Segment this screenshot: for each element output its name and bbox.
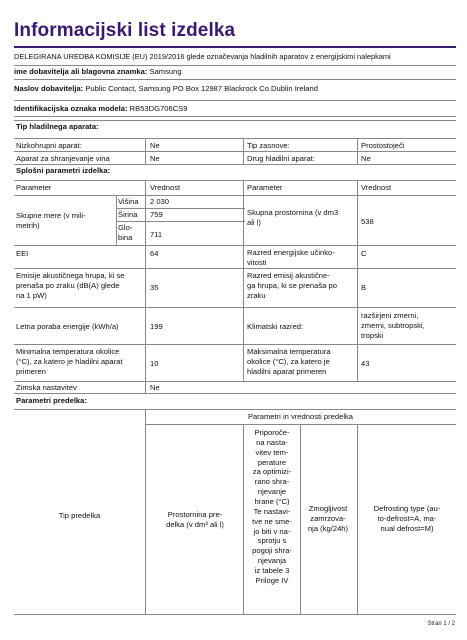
freezing-capacity-header: Zmogljivost zamrzova- nja (kg/24h) <box>307 504 349 533</box>
regulation-subtitle: DELEGIRANA UREDBA KOMISIJE (EU) 2019/2016 glede označevanja hladilnih aparatov z energijskimi nalepkami <box>14 52 391 61</box>
winter-setting-value: Ne <box>150 383 160 392</box>
col-header-parameter-2: Parameter <box>247 183 283 192</box>
divider <box>14 268 456 269</box>
climate-class-label: Klimatski razred: <box>247 322 304 331</box>
divider <box>14 245 456 246</box>
noise-emission-label: Emisije akustičnega hrupa, ki se prenaša po zraku (dB(A) glede na 1 pW) <box>16 271 125 300</box>
defrost-type-header: Defrosting type (au- to-defrost=A, ma- nual defrost=M) <box>373 504 441 533</box>
divider <box>357 180 358 381</box>
appliance-type-heading: Tip hladilnega aparata: <box>16 122 99 131</box>
winter-setting-label: Zimska nastavitev <box>16 383 77 392</box>
divider <box>14 409 456 410</box>
divider <box>14 100 456 101</box>
divider <box>14 65 456 66</box>
compartment-type-header: Tip predelka <box>58 511 101 520</box>
wine-storage-value: Ne <box>150 154 160 163</box>
design-type-label: Tip zasnove: <box>247 141 290 150</box>
divider <box>14 195 456 196</box>
compartment-params-heading: Parametri predelka: <box>16 396 87 405</box>
max-temp-value: 43 <box>361 359 370 368</box>
divider <box>300 424 301 614</box>
noise-emission-value: 35 <box>150 283 159 292</box>
dim-height-label: Višina <box>118 197 139 206</box>
design-type-value: Prostostoječi <box>361 141 405 150</box>
max-temp-label: Maksimalna temperatura okolice (°C), za katero je hladilni aparat primeren <box>247 347 331 376</box>
annual-energy-label: Letna poraba energije (kWh/a) <box>16 322 119 331</box>
low-noise-label: Nizkohrupni aparat: <box>16 141 82 150</box>
climate-class-value: razširjeni zmerni, zmerni, subtropski, tropski <box>361 311 425 340</box>
annual-energy-value: 199 <box>150 322 163 331</box>
other-appliance-value: Ne <box>361 154 371 163</box>
page-number: Stran 1 / 2 <box>427 621 455 627</box>
dimensions-label: Skupne mere (v mili- metrih) <box>16 211 86 230</box>
compartment-group-header: Parametri in vrednosti predelka <box>247 412 354 421</box>
col-header-value: Vrednost <box>150 183 181 192</box>
divider <box>116 195 117 245</box>
other-appliance-label: Drug hladilni aparat: <box>247 154 315 163</box>
supplier-name-row <box>14 67 456 77</box>
col-header-value-2: Vrednost <box>361 183 392 192</box>
divider <box>14 138 456 139</box>
divider <box>14 116 456 117</box>
divider <box>14 120 456 121</box>
supplier-address-value: Public Contact, Samsung PO Box 12987 Blackrock Co.Dublin Ireland <box>85 84 318 93</box>
divider <box>14 164 456 165</box>
divider <box>243 424 244 614</box>
divider <box>243 180 244 381</box>
min-temp-label: Minimalna temperatura okolice (°C), za katero je hladilni aparat primeren <box>16 347 123 376</box>
eei-value: 64 <box>150 249 159 258</box>
supplier-address-label: Naslov dobavitelja: <box>14 84 84 93</box>
divider <box>357 138 358 164</box>
divider <box>116 221 245 222</box>
divider <box>116 208 245 209</box>
model-id-row <box>14 104 456 114</box>
divider <box>145 409 146 614</box>
dim-height-value: 2 030 <box>150 197 170 206</box>
noise-class-label: Razred emisij akustične- ga hrupa, ki se prenaša po zraku <box>247 271 337 300</box>
compartment-volume-header: Prostornina pre- delka (v dm³ ali l) <box>166 510 224 529</box>
min-temp-value: 10 <box>150 359 159 368</box>
col-header-parameter: Parameter <box>16 183 52 192</box>
divider <box>14 393 456 394</box>
dim-depth-value: 711 <box>150 230 163 239</box>
divider <box>145 180 146 393</box>
general-params-heading: Splošni parametri izdelka: <box>16 166 111 175</box>
divider <box>243 138 244 164</box>
divider <box>14 180 456 181</box>
model-id-value: RB53DG706CS9 <box>129 104 188 113</box>
dim-depth-label: Glo- bina <box>118 223 133 242</box>
model-id-label: Identifikacijska oznaka modela: <box>14 104 128 113</box>
energy-class-label: Razred energijske učinko- vitosti <box>247 248 335 267</box>
supplier-name-label: ime dobavitelja ali blagovna znamka: <box>14 67 148 76</box>
page-title: Informacijski list izdelka <box>14 20 236 41</box>
supplier-name-value: Samsung <box>149 67 182 76</box>
divider <box>14 344 456 345</box>
divider <box>357 424 358 614</box>
divider <box>14 151 456 152</box>
dim-width-value: 759 <box>150 210 163 219</box>
divider <box>145 138 146 164</box>
divider <box>14 614 456 615</box>
noise-class-value: B <box>361 283 367 292</box>
title-divider <box>14 46 456 48</box>
total-volume-value: 538 <box>361 217 374 226</box>
wine-storage-label: Aparat za shranjevanje vina <box>16 154 110 163</box>
divider <box>14 79 456 80</box>
supplier-address-row <box>14 84 456 94</box>
divider <box>14 381 456 382</box>
recommended-temp-header: Priporoče- na nasta- vitev tem- perature za optimizi- rano shra- njevanje hrane (°C) Te nastavi- tve ne sme- jo biti v na- sprotju s pogoji shra- njevanja iz tabele 3 Priloge IV <box>252 428 292 585</box>
dim-width-label: Širina <box>118 210 138 219</box>
divider <box>14 307 456 308</box>
low-noise-value: Ne <box>150 141 160 150</box>
eei-label: EEI <box>16 249 29 258</box>
total-volume-label: Skupna prostornina (v dm3 ali l) <box>247 208 339 227</box>
energy-class-value: C <box>361 249 367 258</box>
